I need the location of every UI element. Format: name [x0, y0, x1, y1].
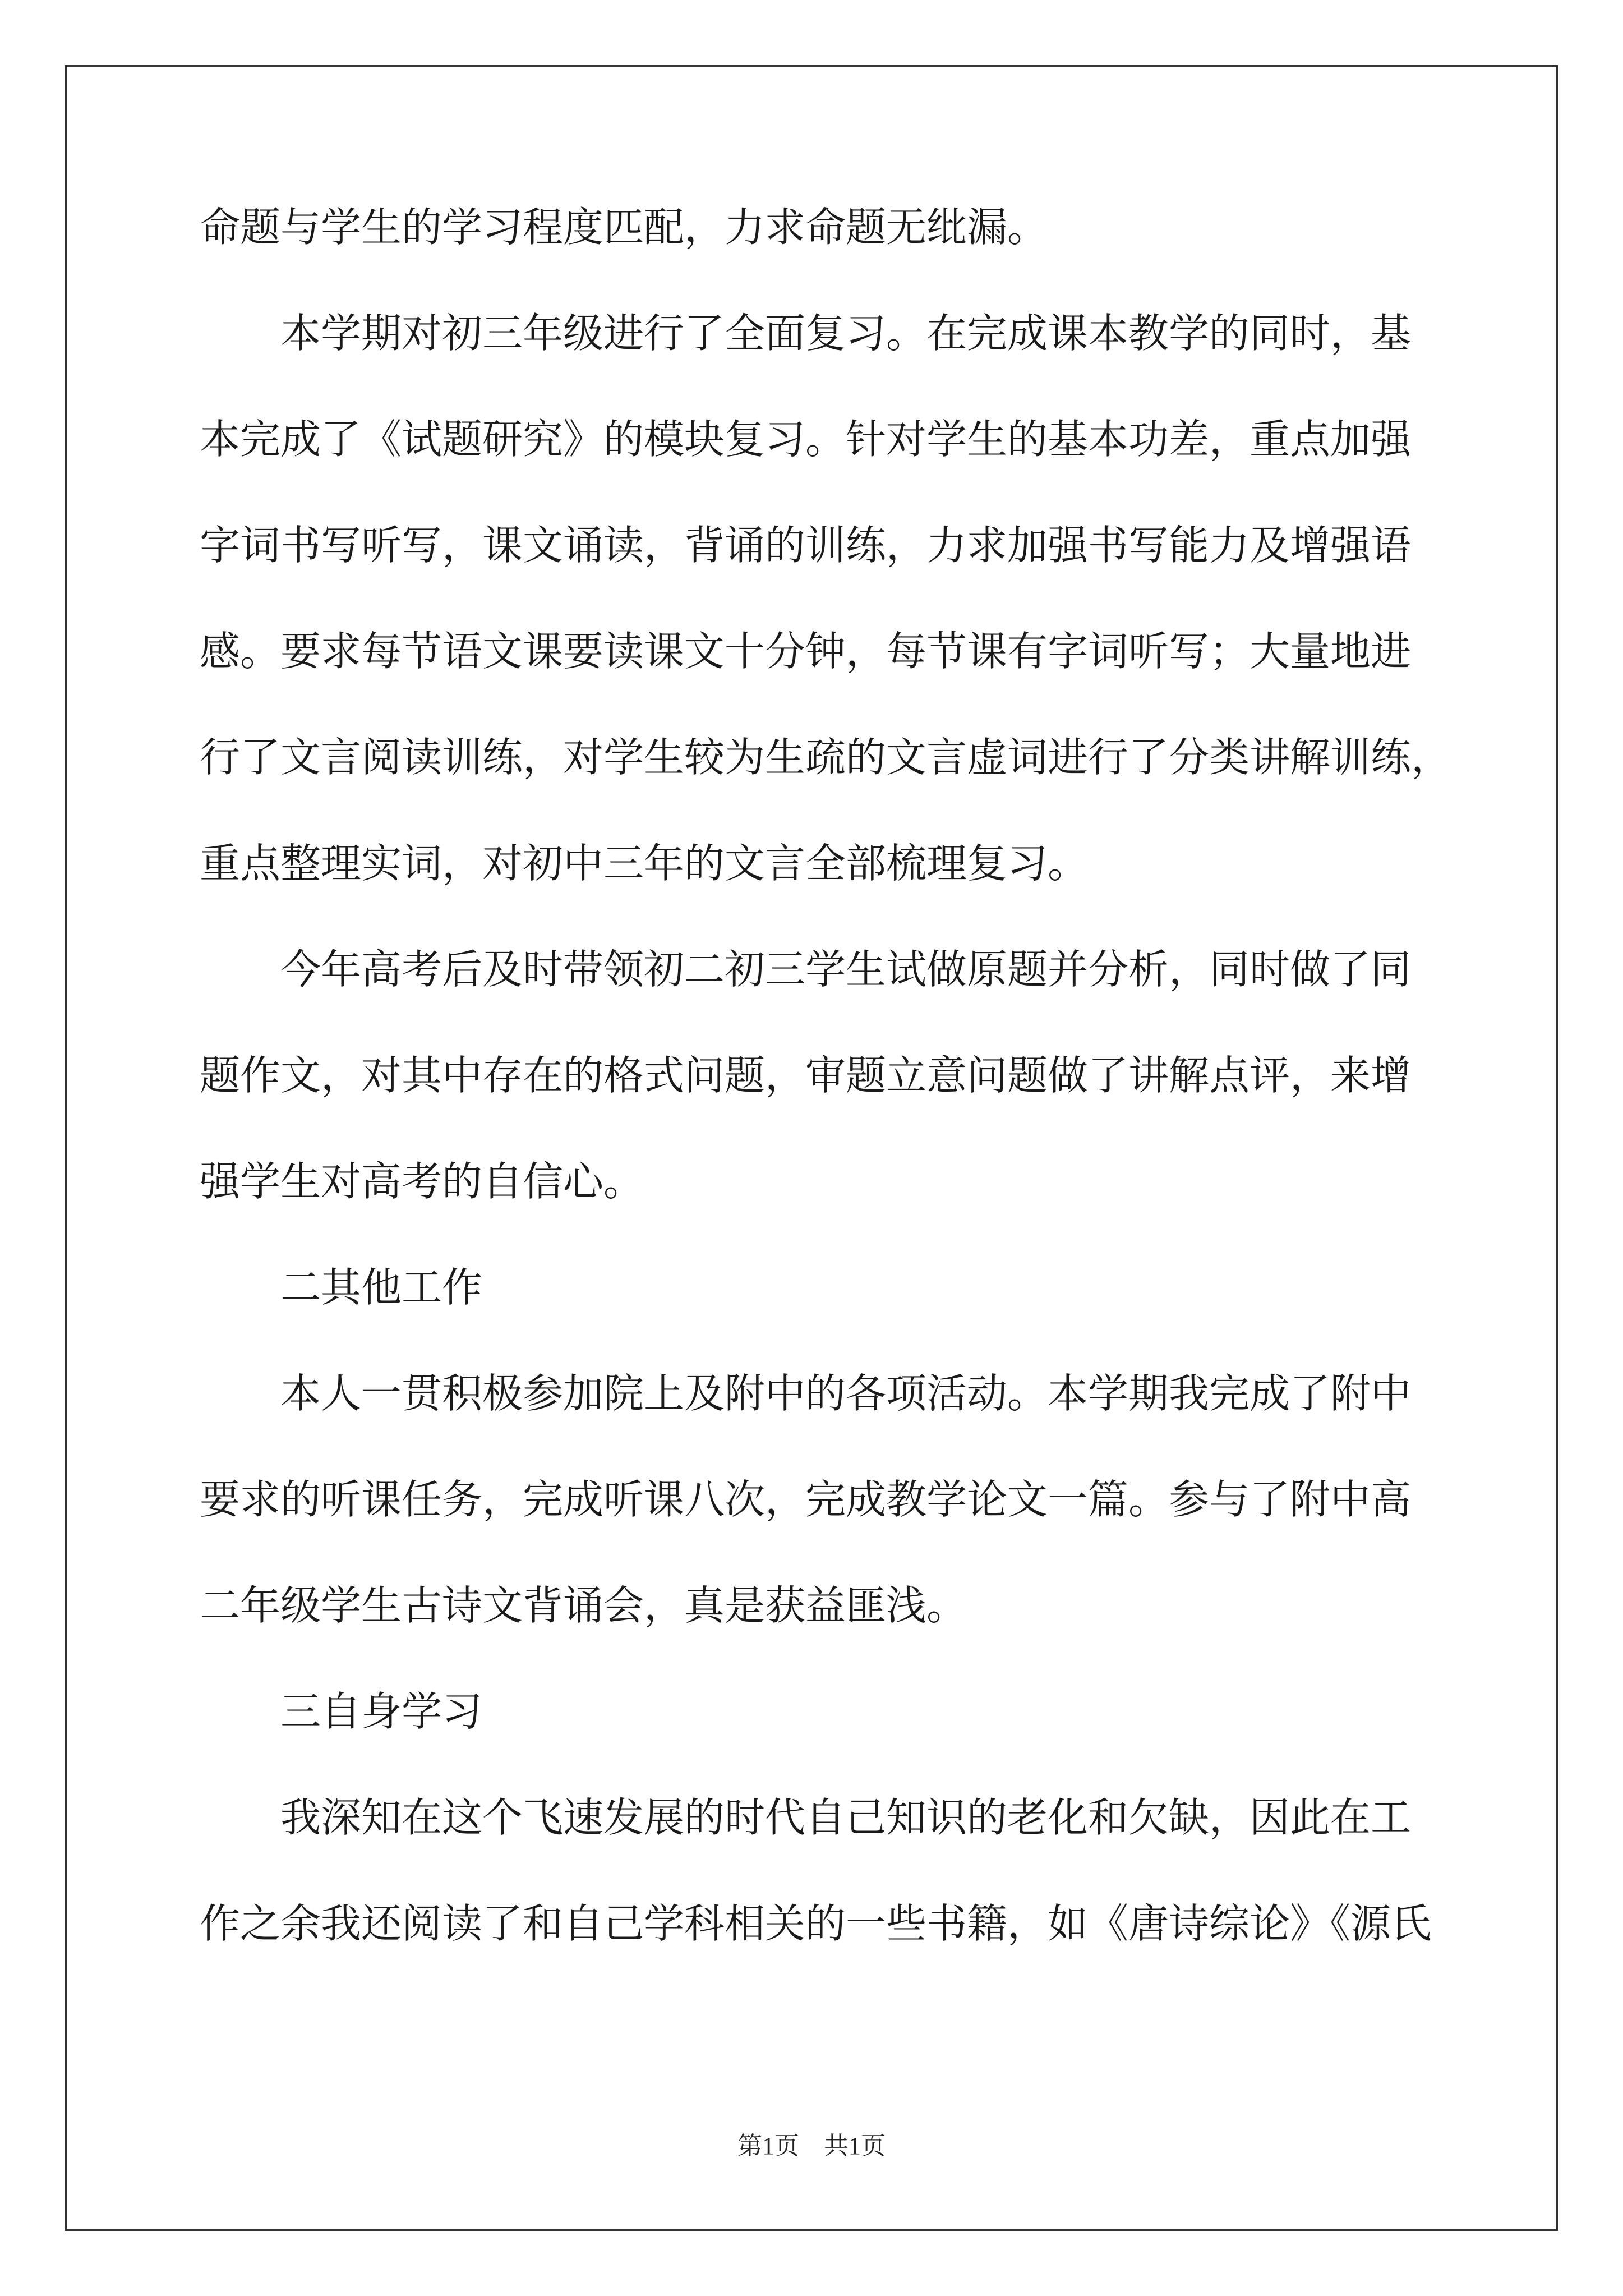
paragraph-line-13: 要求的听课任务，完成听课八次，完成教学论文一篇。参与了附中高 — [200, 1476, 1412, 1523]
paragraph-line-2: 本学期对初三年级进行了全面复习。在完成课本教学的同时，基 — [280, 310, 1412, 357]
paragraph-line-4: 字词书写听写，课文诵读，背诵的训练，力求加强书写能力及增强语 — [200, 522, 1412, 569]
paragraph-line-3: 本完成了《试题研究》的模块复习。针对学生的基本功差，重点加强 — [200, 416, 1412, 463]
paragraph-line-12: 本人一贯积极参加院上及附中的各项活动。本学期我完成了附中 — [280, 1370, 1412, 1417]
paragraph-line-17: 作之余我还阅读了和自己学科相关的一些书籍，如《唐诗综论》《源氏 — [200, 1900, 1432, 1947]
paragraph-line-5: 感。要求每节语文课要读课文十分钟，每节课有字词听写；大量地进 — [200, 628, 1412, 675]
section-heading-self-study: 三自身学习 — [280, 1688, 483, 1735]
paragraph-line-9: 题作文，对其中存在的格式问题，审题立意问题做了讲解点评，来增 — [200, 1052, 1412, 1099]
paragraph-line-16: 我深知在这个飞速发展的时代自己知识的老化和欠缺，因此在工 — [280, 1794, 1412, 1841]
paragraph-line-8: 今年高考后及时带领初二初三学生试做原题并分析，同时做了同 — [280, 946, 1412, 993]
paragraph-line-7: 重点整理实词，对初中三年的文言全部梳理复习。 — [200, 840, 1089, 887]
paragraph-line-6: 行了文言阅读训练，对学生较为生疏的文言虚词进行了分类讲解训练， — [200, 734, 1452, 781]
paragraph-line-10: 强学生对高考的自信心。 — [200, 1158, 644, 1205]
page-footer-label: 第1页 共1页 — [737, 2132, 886, 2160]
paragraph-line-14: 二年级学生古诗文背诵会，真是获益匪浅。 — [200, 1582, 967, 1629]
paragraph-line-1: 命题与学生的学习程度匹配，力求命题无纰漏。 — [200, 204, 1048, 251]
section-heading-other-work: 二其他工作 — [280, 1264, 483, 1311]
